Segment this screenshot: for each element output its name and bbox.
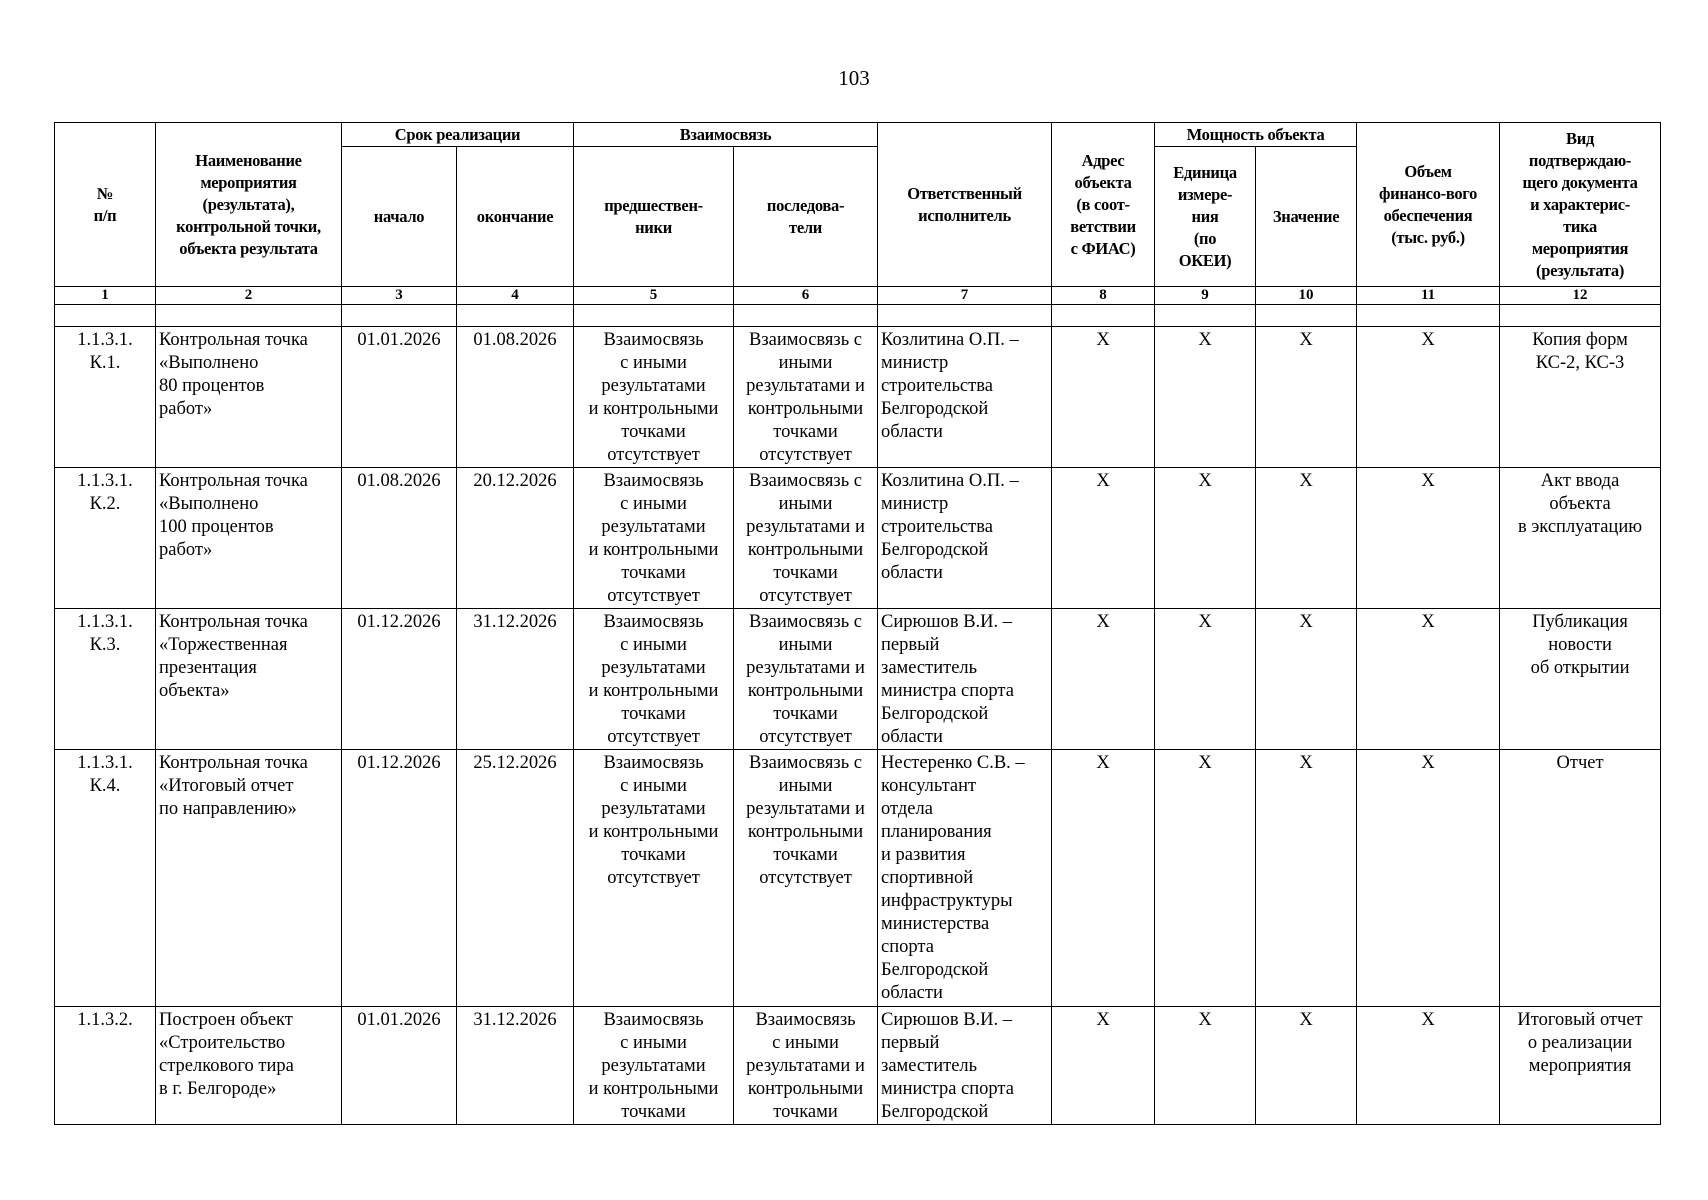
header-end: окончание bbox=[457, 147, 574, 287]
responsible-cell: Козлитина О.П. – министр строительства Белгородской области bbox=[878, 327, 1052, 468]
empty-cell bbox=[1155, 305, 1256, 327]
column-number: 11 bbox=[1357, 287, 1500, 305]
table-row bbox=[55, 1007, 1661, 1125]
document-cell: Итоговый отчет о реализации мероприятия bbox=[1500, 1007, 1661, 1125]
page-number: 103 bbox=[838, 66, 870, 90]
table-row bbox=[55, 327, 1661, 468]
end-date-cell: 01.08.2026 bbox=[457, 327, 574, 468]
header-row-number: № п/п bbox=[55, 123, 156, 287]
column-number: 12 bbox=[1500, 287, 1661, 305]
column-number: 10 bbox=[1256, 287, 1357, 305]
header-activity-name: Наименование мероприятия (результата), контрольной точки, объекта результата bbox=[156, 123, 342, 287]
empty-cell bbox=[342, 305, 457, 327]
predecessors-cell: Взаимосвязь с иными результатами и контрольными точками bbox=[574, 1007, 734, 1125]
end-date-cell: 20.12.2026 bbox=[457, 468, 574, 609]
start-date-cell: 01.08.2026 bbox=[342, 468, 457, 609]
empty-cell bbox=[574, 305, 734, 327]
document-cell: Публикация новости об открытии bbox=[1500, 609, 1661, 750]
address-cell: Х bbox=[1052, 327, 1155, 468]
activity-name-cell: Контрольная точка «Выполнено 100 процентов работ» bbox=[156, 468, 342, 609]
empty-cell bbox=[1052, 305, 1155, 327]
value-cell: Х bbox=[1256, 750, 1357, 1007]
funding-cell: Х bbox=[1357, 327, 1500, 468]
address-cell: Х bbox=[1052, 468, 1155, 609]
header-document: Вид подтверждаю- щего документа и характерис- тика мероприятия (результата) bbox=[1500, 123, 1661, 287]
funding-cell: Х bbox=[1357, 750, 1500, 1007]
responsible-cell: Сирюшов В.И. – первый заместитель министра спорта Белгородской bbox=[878, 1007, 1052, 1125]
end-date-cell: 31.12.2026 bbox=[457, 1007, 574, 1125]
table-row bbox=[55, 609, 1661, 750]
column-number: 6 bbox=[734, 287, 878, 305]
unit-cell: Х bbox=[1155, 750, 1256, 1007]
responsible-cell: Нестеренко С.В. – консультант отдела планирования и развития спортивной инфраструктуры министерства спорта Белгородской области bbox=[878, 750, 1052, 1007]
empty-cell bbox=[1500, 305, 1661, 327]
column-number: 8 bbox=[1052, 287, 1155, 305]
column-number: 7 bbox=[878, 287, 1052, 305]
predecessors-cell: Взаимосвязь с иными результатами и контрольными точками отсутствует bbox=[574, 327, 734, 468]
header-predecessors: предшествен- ники bbox=[574, 147, 734, 287]
empty-cell bbox=[1256, 305, 1357, 327]
header-funding: Объем финансо-вого обеспечения (тыс. руб.) bbox=[1357, 123, 1500, 287]
header-successors: последова- тели bbox=[734, 147, 878, 287]
empty-cell bbox=[878, 305, 1052, 327]
empty-cell bbox=[734, 305, 878, 327]
successors-cell: Взаимосвязь с иными результатами и контрольными точками отсутствует bbox=[734, 327, 878, 468]
start-date-cell: 01.01.2026 bbox=[342, 327, 457, 468]
successors-cell: Взаимосвязь с иными результатами и контрольными точками bbox=[734, 1007, 878, 1125]
activities-table bbox=[54, 122, 1661, 1125]
table-row bbox=[55, 468, 1661, 609]
empty-row bbox=[55, 305, 1661, 327]
successors-cell: Взаимосвязь с иными результатами и контрольными точками отсутствует bbox=[734, 609, 878, 750]
row-number-cell: 1.1.3.2. bbox=[55, 1007, 156, 1125]
header-period-group: Срок реализации bbox=[342, 123, 574, 147]
responsible-cell: Сирюшов В.И. – первый заместитель министра спорта Белгородской области bbox=[878, 609, 1052, 750]
header-start: начало bbox=[342, 147, 457, 287]
header-address: Адрес объекта (в соот- ветствии с ФИАС) bbox=[1052, 123, 1155, 287]
predecessors-cell: Взаимосвязь с иными результатами и контрольными точками отсутствует bbox=[574, 609, 734, 750]
activity-name-cell: Контрольная точка «Итоговый отчет по направлению» bbox=[156, 750, 342, 1007]
empty-cell bbox=[55, 305, 156, 327]
address-cell: Х bbox=[1052, 750, 1155, 1007]
successors-cell: Взаимосвязь с иными результатами и контрольными точками отсутствует bbox=[734, 750, 878, 1007]
end-date-cell: 25.12.2026 bbox=[457, 750, 574, 1007]
table-row bbox=[55, 750, 1661, 1007]
predecessors-cell: Взаимосвязь с иными результатами и контрольными точками отсутствует bbox=[574, 468, 734, 609]
column-number: 4 bbox=[457, 287, 574, 305]
successors-cell: Взаимосвязь с иными результатами и контрольными точками отсутствует bbox=[734, 468, 878, 609]
address-cell: Х bbox=[1052, 1007, 1155, 1125]
column-number: 1 bbox=[55, 287, 156, 305]
column-number-row bbox=[55, 287, 1661, 305]
empty-cell bbox=[1357, 305, 1500, 327]
unit-cell: Х bbox=[1155, 1007, 1256, 1125]
start-date-cell: 01.12.2026 bbox=[342, 609, 457, 750]
header-value: Значение bbox=[1256, 147, 1357, 287]
row-number-cell: 1.1.3.1. К.1. bbox=[55, 327, 156, 468]
unit-cell: Х bbox=[1155, 609, 1256, 750]
column-number: 2 bbox=[156, 287, 342, 305]
row-number-cell: 1.1.3.1. К.2. bbox=[55, 468, 156, 609]
empty-cell bbox=[457, 305, 574, 327]
predecessors-cell: Взаимосвязь с иными результатами и контрольными точками отсутствует bbox=[574, 750, 734, 1007]
activity-name-cell: Контрольная точка «Торжественная презентация объекта» bbox=[156, 609, 342, 750]
start-date-cell: 01.12.2026 bbox=[342, 750, 457, 1007]
activity-name-cell: Построен объект «Строительство стрелкового тира в г. Белгороде» bbox=[156, 1007, 342, 1125]
funding-cell: Х bbox=[1357, 609, 1500, 750]
row-number-cell: 1.1.3.1. К.3. bbox=[55, 609, 156, 750]
row-number-cell: 1.1.3.1. К.4. bbox=[55, 750, 156, 1007]
activity-name-cell: Контрольная точка «Выполнено 80 процентов работ» bbox=[156, 327, 342, 468]
funding-cell: Х bbox=[1357, 1007, 1500, 1125]
funding-cell: Х bbox=[1357, 468, 1500, 609]
unit-cell: Х bbox=[1155, 468, 1256, 609]
header-unit: Единица измере- ния (по ОКЕИ) bbox=[1155, 147, 1256, 287]
document-cell: Копия форм КС-2, КС-3 bbox=[1500, 327, 1661, 468]
header-responsible: Ответственный исполнитель bbox=[878, 123, 1052, 287]
end-date-cell: 31.12.2026 bbox=[457, 609, 574, 750]
unit-cell: Х bbox=[1155, 327, 1256, 468]
empty-cell bbox=[156, 305, 342, 327]
header-relation-group: Взаимосвязь bbox=[574, 123, 878, 147]
header-capacity-group: Мощность объекта bbox=[1155, 123, 1357, 147]
value-cell: Х bbox=[1256, 1007, 1357, 1125]
column-number: 3 bbox=[342, 287, 457, 305]
value-cell: Х bbox=[1256, 609, 1357, 750]
document-cell: Акт ввода объекта в эксплуатацию bbox=[1500, 468, 1661, 609]
address-cell: Х bbox=[1052, 609, 1155, 750]
start-date-cell: 01.01.2026 bbox=[342, 1007, 457, 1125]
value-cell: Х bbox=[1256, 327, 1357, 468]
value-cell: Х bbox=[1256, 468, 1357, 609]
column-number: 9 bbox=[1155, 287, 1256, 305]
document-cell: Отчет bbox=[1500, 750, 1661, 1007]
column-number: 5 bbox=[574, 287, 734, 305]
responsible-cell: Козлитина О.П. – министр строительства Белгородской области bbox=[878, 468, 1052, 609]
